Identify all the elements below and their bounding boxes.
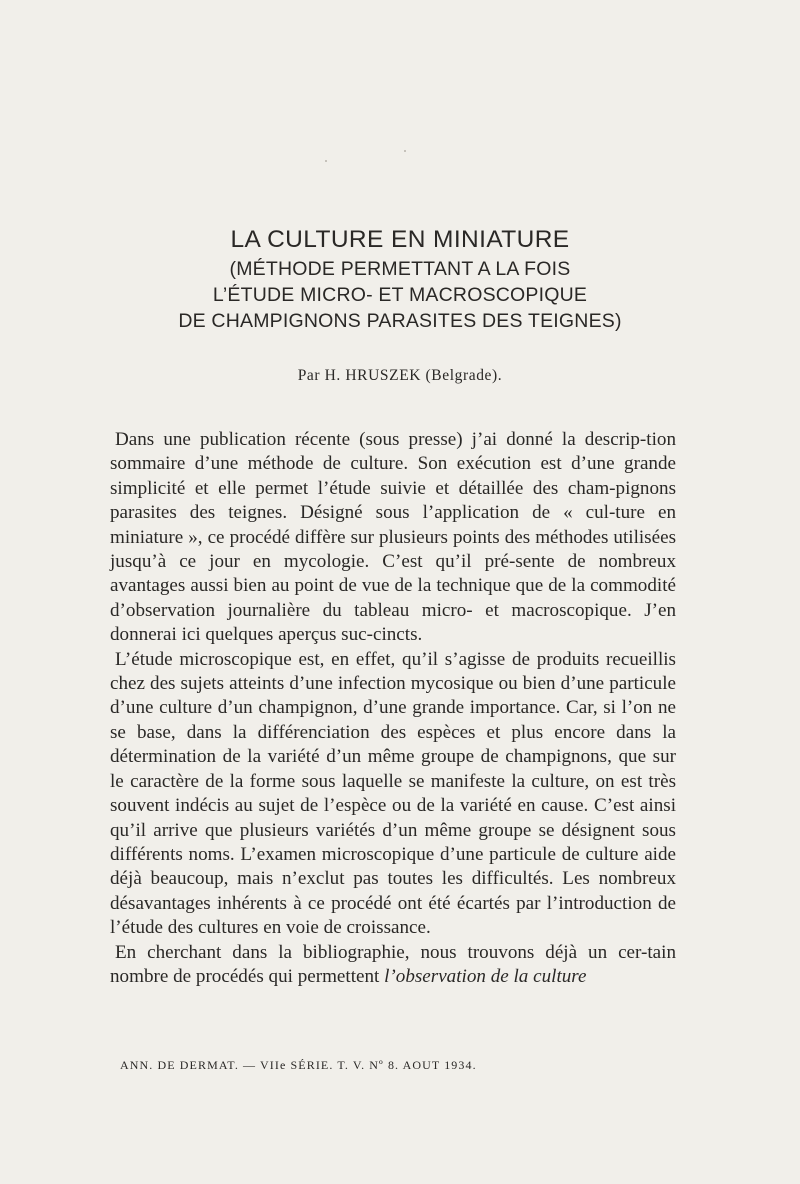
paragraph-3: [110, 941, 676, 990]
paragraph-1: Dans une publication récente (sous presse) j’ai donné la descrip-tion sommaire d’une méthode de culture. Son exécution est d’une grande simplicité et elle permet l’étude suivie et détaillée des cham-pignons parasites des teignes. Désigné sous l’application de « cul-ture en miniature », ce procédé diffère sur plusieurs points des méthodes utilisées jusqu’à ce jour en mycologie. C’est qu’il pré-sente de nombreux avantages aussi bien au point de vue de la technique que de la commodité d’observation journalière du tableau micro- et macroscopique. J’en donnerai ici quelques aperçus suc-cincts.: [110, 429, 676, 646]
journal-footer: ANN. DE DERMAT. — VIIe SÉRIE. T. V. Nº 8. AOUT 1934.: [120, 1058, 477, 1072]
article-subtitle-line-2: L’ÉTUDE MICRO- ET MACROSCOPIQUE: [212, 284, 588, 306]
article-subtitle-line-3: DE CHAMPIGNONS PARASITES DES TEIGNES): [178, 310, 622, 332]
article-title: LA CULTURE EN MINIATURE: [230, 226, 570, 253]
paragraph-2: L’étude microscopique est, en effet, qu’il s’agisse de produits recueillis chez des sujets atteints d’une infection mycosique ou bien d’une particule d’une culture d’un champignon, d’une grande importance. Car, si l’on ne se base, dans la différenciation des espèces et plus encore dans la détermination de la variété d’un même groupe de champignons, que sur le caractère de la forme sous laquelle se manifeste la culture, on est très souvent indécis au sujet de l’espèce ou de la variété en cause. C’est ainsi qu’il arrive que plusieurs variétés d’un même groupe se désignent sous différents noms. L’examen microscopique d’une particule de culture aide déjà beaucoup, mais n’exclut pas toutes les difficultés. Les nombreux désavantages inhérents à ce procédé ont été écartés par l’introduction de l’étude des cultures en voie de croissance.: [110, 648, 676, 939]
paper-speck: [325, 160, 327, 162]
author-byline: Par H. HRUSZEK (Belgrade).: [297, 367, 503, 384]
paragraph-3-italic: l’observation de la culture: [384, 965, 587, 987]
paragraph-3-text: En cherchant dans la bibliographie, nous trouvons déjà un cer-tain nombre de procédés qui permettent: [110, 941, 676, 987]
article-subtitle-line-1: (MÉTHODE PERMETTANT A LA FOIS: [229, 258, 571, 280]
paper-speck: [404, 150, 406, 152]
article-title-block: [110, 224, 690, 334]
article-body: [110, 428, 676, 989]
